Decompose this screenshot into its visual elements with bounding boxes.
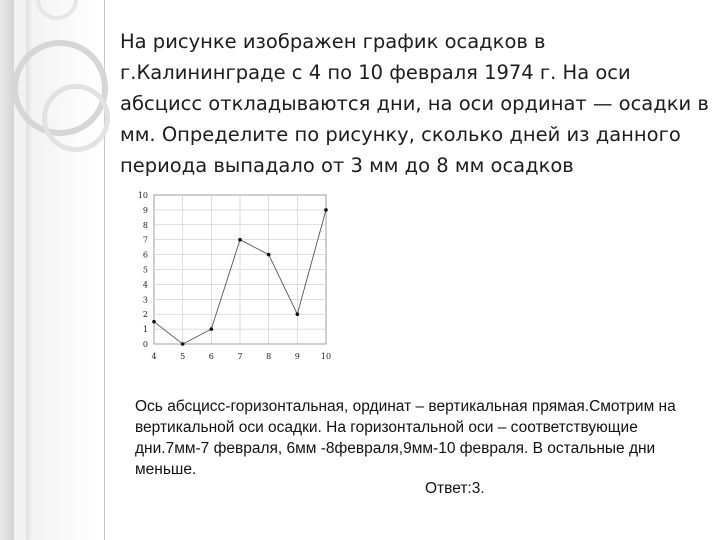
answer-text: Ответ:3.: [425, 480, 485, 497]
x-tick-label: 6: [208, 352, 214, 361]
data-point: [267, 253, 271, 257]
data-point: [238, 238, 242, 242]
y-tick-label: 5: [142, 265, 148, 275]
data-point: [296, 312, 300, 316]
y-tick-label: 7: [142, 235, 148, 245]
y-tick-label: 0: [142, 340, 148, 349]
x-tick-label: 9: [294, 352, 300, 361]
y-tick-label: 10: [137, 191, 148, 200]
explanation-text: Ось абсцисс-горизонтальная, ординат – вертикальная прямая.Смотрим на вертикальной оси осадки. На горизонтальной оси – соответствующие дни.7мм-7 февраля, 6мм -8февраля,9мм-10 февраля. В остальные дни меньше.: [135, 398, 676, 478]
x-tick-label: 5: [180, 352, 186, 361]
slide-title: На рисунке изображен график осадков в г.Калининграде с 4 по 10 февраля 1974 г. На оси абсцисс откладываются дни, на оси ординат — осадки в мм. Определите по рисунку, сколько дней из данного периода выпадало от 3 мм до 8 мм осадков: [120, 30, 709, 177]
decor-ring-medium: [42, 84, 110, 152]
data-point: [152, 320, 156, 324]
x-tick-label: 4: [151, 352, 157, 361]
data-point: [324, 208, 328, 212]
y-tick-label: 1: [142, 325, 148, 335]
y-tick-label: 3: [142, 295, 148, 305]
y-tick-label: 4: [142, 280, 148, 290]
precipitation-chart: [130, 185, 350, 365]
data-point: [181, 342, 185, 346]
x-tick-label: 10: [320, 352, 332, 361]
y-tick-label: 8: [142, 220, 148, 230]
y-tick-label: 2: [142, 310, 148, 320]
x-tick-label: 7: [237, 352, 243, 361]
y-tick-label: 6: [142, 250, 148, 260]
y-tick-label: 9: [142, 205, 148, 215]
x-tick-label: 8: [266, 352, 272, 361]
data-point: [210, 327, 214, 331]
